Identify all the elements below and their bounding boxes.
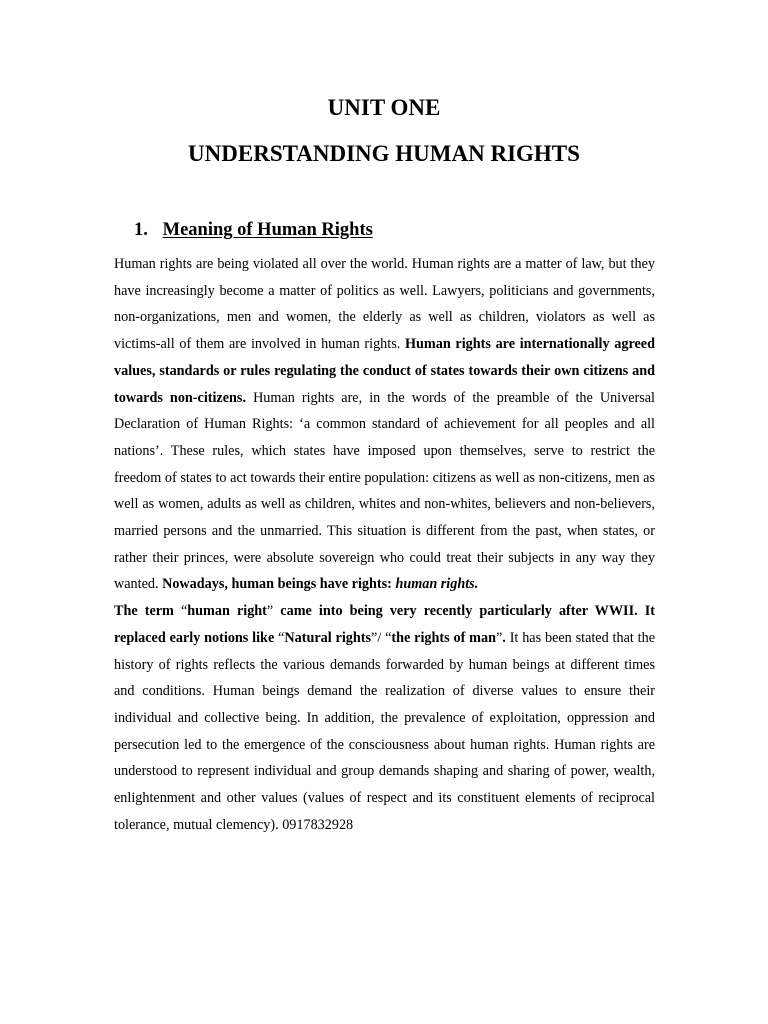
body-text <box>114 251 655 838</box>
paragraph-2 <box>114 598 655 838</box>
paragraph-2-part-11: . <box>502 629 506 646</box>
paragraph-2-part-10: ” <box>495 629 503 646</box>
section-heading-text: Meaning of Human Rights <box>162 220 373 240</box>
paragraph-1-definition: Human rights are internationally agreed values, standards or rules regulating the conduct of states towards their own citizens and towards non-citizens. <box>114 336 655 406</box>
main-title: UNDERSTANDING HUMAN RIGHTS <box>188 141 580 166</box>
paragraph-2-part-3: human right <box>187 603 267 620</box>
paragraph-1-text-1: Human rights are being violated all over the world. Human rights are a matter of law, but they have increasingly become a matter of politics as well. Lawyers, politicians and governments, non-organizations, men and women, the elderly as well as children, violators as well as victims-all of them are involved in human rights. <box>114 256 655 353</box>
paragraph-1-emphasis: human rights. <box>395 576 479 593</box>
paragraph-2-part-1: The term <box>114 603 181 620</box>
unit-title: UNIT ONE <box>327 95 441 120</box>
paragraph-1 <box>114 251 655 598</box>
paragraph-1-conclusion: Nowadays, human beings have rights: <box>162 576 396 593</box>
paragraph-2-part-7: Natural rights <box>284 629 372 646</box>
paragraph-2-part-12: It has been stated that the history of rights reflects the various demands forwarded by human beings at different times and conditions. Human beings demand the realization of diverse values to ensure their individual and collective being. In addition, the prevalence of exploitation, oppression and persecution led to the emergence of the consciousness about human rights. Human rights are understood to represent individual and group demands shaping and sharing of power, wealth, enlightenment and other values (values of respect and its constituent elements of reciprocal tolerance, mutual clemency). 0917832928 <box>114 629 655 833</box>
paragraph-2-part-5: came into being very recently particularly after WWII. It replaced early notions like <box>114 603 655 646</box>
paragraph-1-text-2: Human rights are, in the words of the preamble of the Universal Declaration of Human Rights: ‘a common standard of achievement for all peoples and all nations’. These rules, which states have imposed upon themselves, serve to restrict the freedom of states to act towards their entire population: citizens as well as non-citizens, men as well as women, adults as well as children, whites and non-whites, believers and non-believers, married persons and the unmarried. This situation is different from the past, when states, or rather their princes, were absolute sovereign who could treat their subjects in any way they wanted. <box>114 389 655 593</box>
paragraph-2-part-4: ” <box>266 603 281 620</box>
paragraph-2-part-8: ”/ “ <box>371 629 392 646</box>
section-heading <box>134 218 373 242</box>
paragraph-2-part-9: the rights of man <box>391 629 496 646</box>
section-number: 1. <box>134 220 148 240</box>
paragraph-2-part-6: “ <box>278 629 285 646</box>
paragraph-2-part-2: “ <box>180 603 188 620</box>
